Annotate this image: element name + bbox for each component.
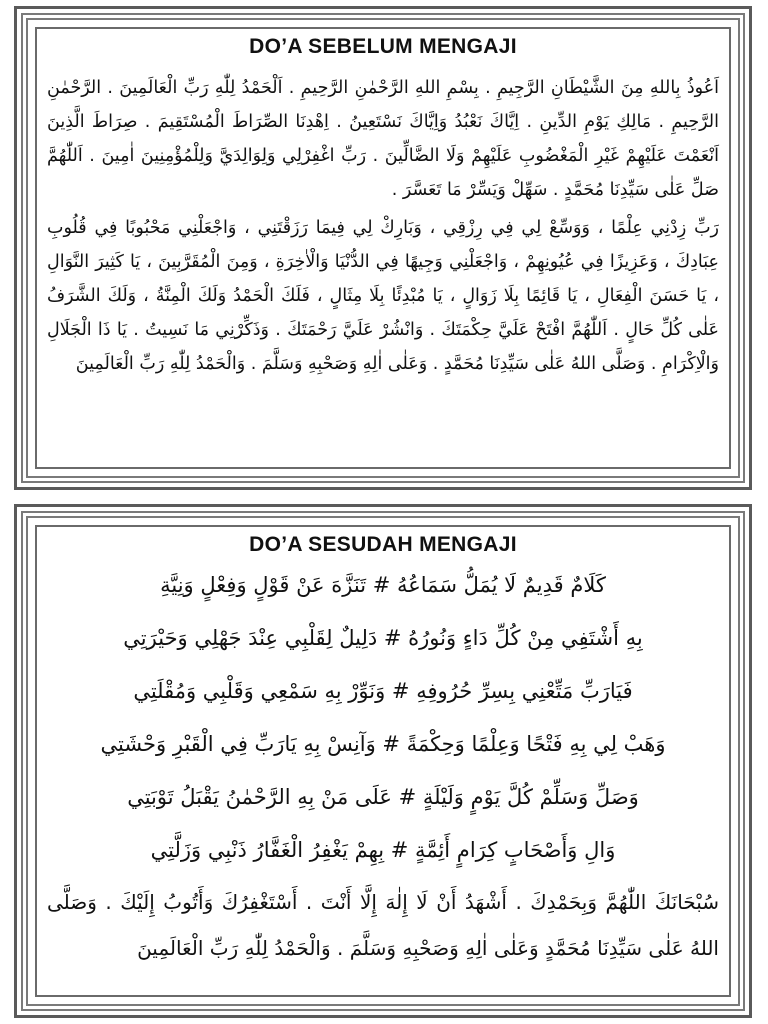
doa-before-paragraph-1: اَعُوذُ بِاللهِ مِنَ الشَّيْطَانِ الرَّجِيمِ . بِسْمِ اللهِ الرَّحْمٰنِ الرَّحِيمِ . اَلْحَمْدُ لِلّٰهِ رَبِّ الْعَالَمِينَ . الرَّحْمٰنِ الرَّحِيمِ . مَالِكِ يَوْمِ الدِّينِ . اِيَّاكَ نَعْبُدُ وَاِيَّاكَ نَسْتَعِينُ . اِهْدِنَا الصِّرَاطَ الْمُسْتَقِيمَ . صِرَاطَ الَّذِينَ اَنْعَمْتَ عَلَيْهِمْ غَيْرِ الْمَغْضُوبِ عَلَيْهِمْ وَلَا الضَّالِّينَ . رَبِّ اغْفِرْلِي وَلِوَالِدَيَّ وَلِلْمُؤْمِنِينَ اٰمِينَ . اَللّٰهُمَّ صَلِّ عَلٰى سَيِّدِنَا مُحَمَّدٍ . سَهِّلْ وَيَسِّرْ مَا تَعَسَّرَ . xyxy=(47,78,719,200)
verse-line: فَيَارَبِّ مَتِّعْنِي بِسِرِّ حُرُوفِهِ # وَنَوِّرْ بِهِ سَمْعِي وَقَلْبِي وَمُقْلَتِي xyxy=(133,679,633,703)
doa-before-text xyxy=(43,71,723,381)
verse-line: بِهِ أَشْتَفِي مِنْ كُلِّ دَاءٍ وَنُورُهُ # دَلِيلٌ لِقَلْبِي عِنْدَ جَهْلِي وَحَيْرَتِي xyxy=(123,626,643,650)
doa-after-verses xyxy=(43,559,723,877)
verse-line: وَالِ وَأَصْحَابٍ كِرَامٍ أَئِمَّةٍ # بِهِمْ يَغْفِرُ الْغَفَّارُ ذَنْبِي وَزَلَّتِي xyxy=(150,838,616,862)
doa-after-title: DO’A SESUDAH MENGAJI xyxy=(249,533,517,556)
verse-line: كَلَامٌ قَدِيمٌ لَا يُمَلُّ سَمَاعُهُ # تَنَزَّهَ عَنْ قَوْلٍ وَفِعْلٍ وَنِيَّةِ xyxy=(160,573,606,597)
doa-before-content xyxy=(43,33,723,467)
verse-line: وَهَبْ لِي بِهِ فَتْحًا وَعِلْمًا وَحِكْمَةً # وَآنِسْ بِهِ يَارَبِّ فِي الْقَبْرِ وَحْشَتِي xyxy=(100,732,666,756)
doa-before-panel xyxy=(14,6,752,490)
doa-after-content xyxy=(43,531,723,995)
doa-after-panel xyxy=(14,504,752,1018)
doa-before-title: DO’A SEBELUM MENGAJI xyxy=(249,35,517,58)
verse-line: وَصَلِّ وَسَلِّمْ كُلَّ يَوْمٍ وَلَيْلَةٍ # عَلَى مَنْ بِهِ الرَّحْمٰنُ يَقْبَلُ تَوْبَتِي xyxy=(127,785,639,809)
doa-after-closing: سُبْحَانَكَ اللّٰهُمَّ وَبِحَمْدِكَ . أَشْهَدُ أَنْ لَا إِلٰهَ إِلَّا أَنْتَ . أَسْتَغْفِرُكَ وَأَتُوبُ إِلَيْكَ . وَصَلَّى اللهُ عَلٰى سَيِّدِنَا مُحَمَّدٍ وَعَلٰى اٰلِهِ وَصَحْبِهِ وَسَلَّمَ . وَالْحَمْدُ لِلّٰهِ رَبِّ الْعَالَمِينَ xyxy=(47,890,719,960)
doa-before-paragraph-2: رَبِّ زِدْنِي عِلْمًا ، وَوَسِّعْ لِي فِي رِزْقِي ، وَبَارِكْ لِي فِيمَا رَزَقْتَنِي ، وَاجْعَلْنِي مَحْبُوبًا فِي قُلُوبِ عِبَادِكَ ، وَعَزِيزًا فِي عُيُونِهِمْ ، وَاجْعَلْنِي وَجِيهًا فِي الدُّنْيَا وَالْاٰخِرَةِ ، وَمِنَ الْمُقَرَّبِينَ ، يَا كَثِيرَ النَّوَالِ ، يَا حَسَنَ الْفِعَالِ ، يَا قَائِمًا بِلَا زَوَالٍ ، يَا مُبْدِئًا بِلَا مِثَالٍ ، فَلَكَ الْحَمْدُ وَلَكَ الْمِنَّةُ ، وَلَكَ الشَّرَفُ عَلٰى كُلِّ حَالٍ . اَللّٰهُمَّ افْتَحْ عَلَيَّ حِكْمَتَكَ . وَانْشُرْ عَلَيَّ رَحْمَتَكَ . وَذَكِّرْنِي مَا نَسِيتُ . يَا ذَا الْجَلَالِ وَالْاِكْرَامِ . وَصَلَّى اللهُ عَلٰى سَيِّدِنَا مُحَمَّدٍ . وَعَلٰى اٰلِهِ وَصَحْبِهِ وَسَلَّمَ . وَالْحَمْدُ لِلّٰهِ رَبِّ الْعَالَمِينَ xyxy=(47,218,719,374)
